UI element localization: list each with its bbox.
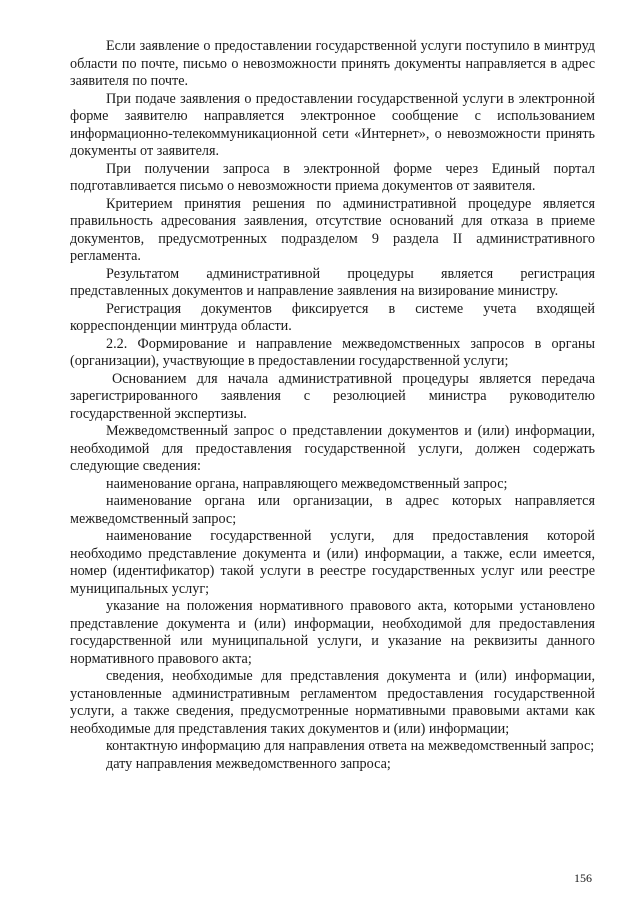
paragraph: Межведомственный запрос о представлении документов и (или) информации, необходимой для предоставления государственной услуги, должен содержать следующие сведения: <box>70 423 595 474</box>
list-item: сведения, необходимые для представления документа и (или) информации, установленные административным регламентом предоставления государственной услуги, а также сведения, предусмотренные нормативными правовыми актами как необходимые для представления таких документов и (или) информации; <box>70 668 595 737</box>
list-item: наименование органа, направляющего межведомственный запрос; <box>106 475 508 492</box>
list-item: контактную информацию для направления ответа на межведомственный запрос; <box>106 738 595 754</box>
paragraph: Результатом административной процедуры является регистрация представленных документов и направление заявления на визирование министру. <box>70 265 595 299</box>
paragraph: Критерием принятия решения по административной процедуре является правильность адресования заявления, отсутствие оснований для отказа в приеме документов, предусмотренных подразделом 9 раздела II административного регламента. <box>70 195 595 264</box>
document-body <box>70 38 595 773</box>
list-item: наименование государственной услуги, для предоставления которой необходимо представление документа и (или) информации, а также, если имеется, номер (идентификатор) такой услуги в реестре государственных услуг или реестре муниципальных услуг; <box>70 528 595 597</box>
list-item: наименование органа или организации, в адрес которых направляется межведомственный запрос; <box>70 493 595 527</box>
paragraph: При подаче заявления о предоставлении государственной услуги в электронной форме заявителю направляется электронное сообщение с использованием информационно-телекоммуникационной сети «Интернет», о невозможности принять документы от заявителя. <box>70 90 595 159</box>
paragraph: При получении запроса в электронной форме через Единый портал подготавливается письмо о невозможности приема документов от заявителя. <box>70 160 595 194</box>
paragraph: Если заявление о предоставлении государственной услуги поступило в минтруд области по почте, письмо о невозможности принять документы направляется в адрес заявителя по почте. <box>70 38 595 89</box>
paragraph: Регистрация документов фиксируется в системе учета входящей корреспонденции минтруда области. <box>70 300 595 334</box>
paragraph: Основанием для начала административной процедуры является передача зарегистрированного заявления с резолюцией министра руководителю государственной экспертизы. <box>70 370 595 422</box>
list-item: указание на положения нормативного правового акта, которыми установлено представление документа и (или) информации, необходимой для предоставления государственной или муниципальной услуги, и указание на реквизиты данного нормативного правового акта; <box>70 598 595 667</box>
page-number: 156 <box>574 871 592 885</box>
section-heading: 2.2. Формирование и направление межведомственных запросов в органы (организации), участвующие в предоставлении государственной услуги; <box>70 335 595 369</box>
list-item: дату направления межведомственного запроса; <box>106 755 391 772</box>
